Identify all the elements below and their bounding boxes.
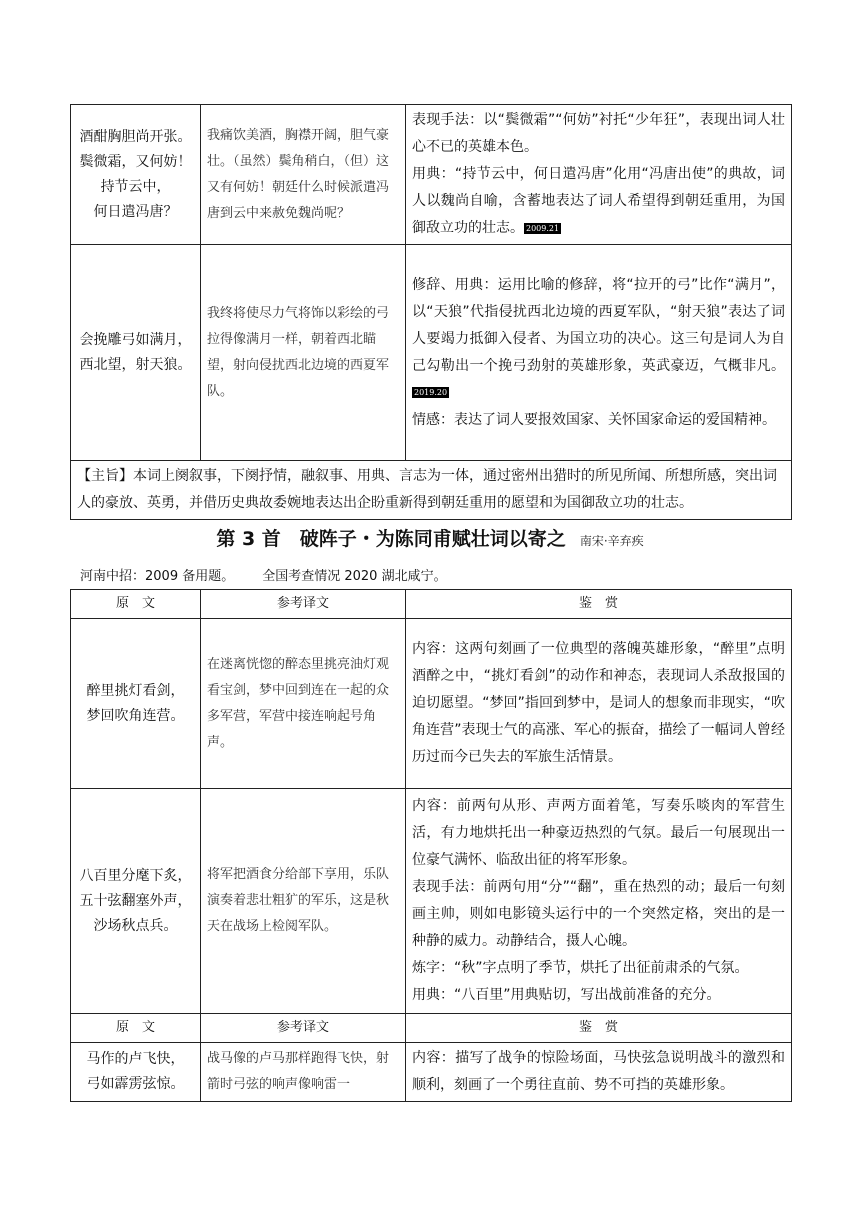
appreciation-cell [406, 789, 792, 1014]
table-row [71, 619, 792, 789]
table-header-row [71, 1014, 792, 1043]
original-line: 何日遣冯唐？ [93, 203, 178, 220]
exam-info-national: 全国考查情况 2020 湖北咸宁。 [262, 569, 447, 584]
exam-year-badge: 2019.20 [414, 388, 448, 397]
appreciation-paragraph: 炼字：“秋”字点明了季节，烘托了出征前肃杀的气氛。 [412, 960, 749, 976]
appreciation-paragraph: 内容：前两句从形、声两方面着笔，写奏乐啖肉的军营生活，有力地烘托出一种豪迈热烈的气氛。最后一句展现出一位豪气满怀、临敌出征的将军形象。 [412, 798, 785, 868]
original-line: 会挽雕弓如满月， [79, 331, 192, 348]
appreciation-paragraph: 修辞、用典：运用比喻的修辞，将“拉开的弓”比作“满月”，以“天狼”代指侵扰西北边境的西夏军队，“射天狼”表达了词人要竭力抵御入侵者、为国立功的决心。这三句是词人为自己勾勒出一个挽弓劲射的英雄形象，英武豪迈，气概非凡。2019.20 [412, 276, 785, 397]
appreciation-cell: 内容：描写了战争的惊险场面，马快弦急说明战斗的激烈和顺利，刻画了一个勇往直前、势不可挡的英雄形象。 [406, 1043, 792, 1102]
appreciation-cell [406, 245, 792, 461]
exam-info [80, 565, 447, 584]
poem-title: 第 3 首 破阵子・为陈同甫赋壮词以寄之 [216, 528, 566, 550]
translation-cell: 将军把酒食分给部下享用，乐队演奏着悲壮粗犷的军乐，这是秋天在战场上检阅军队。 [201, 789, 406, 1014]
theme-summary: 【主旨】本词上阕叙事，下阕抒情，融叙事、用典、言志为一体，通过密州出猎时的所见所闻、所想所感，突出词人的豪放、英勇，并借历史典故委婉地表达出企盼重新得到朝廷重用的愿望和为国御敌立功的壮志。 [71, 461, 792, 520]
header-appreciation: 鉴 赏 [406, 1014, 792, 1043]
exam-year-badge: 2009.21 [526, 223, 560, 233]
header-translation: 参考译文 [201, 1014, 406, 1043]
poem3-table-continued [70, 1013, 792, 1102]
appreciation-paragraph: 情感：表达了词人要报效国家、关怀国家命运的爱国精神。 [412, 411, 776, 428]
section-heading [0, 524, 860, 551]
original-line: 沙场秋点兵。 [93, 917, 178, 934]
original-line: 马作的卢飞快， [86, 1051, 185, 1067]
header-translation: 参考译文 [201, 590, 406, 619]
translation-cell: 我终将使尽力气将饰以彩绘的弓拉得像满月一样，朝着西北瞄望，射向侵扰西北边境的西夏军队。 [201, 245, 406, 461]
summary-row [71, 461, 792, 520]
header-original: 原 文 [71, 1014, 201, 1043]
original-line: 弓如霹雳弦惊。 [86, 1076, 185, 1092]
original-cell [71, 1043, 201, 1102]
original-line: 鬓微霜，又何妨！ [79, 153, 192, 170]
original-cell [71, 105, 201, 245]
translation-cell: 我痛饮美酒，胸襟开阔，胆气豪壮。（虽然）鬓角稍白，（但）这又有何妨！朝廷什么时候派遣冯唐到云中来赦免魏尚呢？ [201, 105, 406, 245]
original-line: 八百里分麾下炙， [79, 867, 192, 884]
original-line: 五十弦翻塞外声， [79, 892, 192, 909]
header-original: 原 文 [71, 590, 201, 619]
table-row [71, 245, 792, 461]
table-row [71, 1043, 792, 1102]
table-row [71, 789, 792, 1014]
table-row [71, 105, 792, 245]
poem-author: 南宋·辛弃疾 [579, 534, 644, 548]
appreciation-paragraph: 用典：“八百里”用典贴切，写出战前准备的充分。 [412, 987, 721, 1003]
header-appreciation: 鉴 赏 [406, 590, 792, 619]
appreciation-paragraph: 表现手法：前两句用“分”“翻”，重在热烈的动；最后一句刻画主帅，则如电影镜头运行中的一个突然定格，突出的是一种静的威力。动静结合，摄人心魄。 [412, 879, 785, 949]
translation-cell: 战马像的卢马那样跑得飞快，射箭时弓弦的响声像响雷一 [201, 1043, 406, 1102]
poem2-table [70, 104, 792, 520]
table-header-row [71, 590, 792, 619]
translation-cell: 在迷离恍惚的醉态里挑亮油灯观看宝剑，梦中回到连在一起的众多军营，军营中接连响起号角声。 [201, 619, 406, 789]
original-cell [71, 619, 201, 789]
poem3-table [70, 589, 792, 1014]
original-cell [71, 245, 201, 461]
original-line: 持节云中， [100, 178, 171, 195]
appreciation-paragraph: 用典：“持节云中，何日遣冯唐”化用“冯唐出使”的典故，词人以魏尚自喻，含蓄地表达了词人希望得到朝廷重用，为国御敌立功的壮志。 2009.21 [412, 166, 785, 236]
original-line: 酒酣胸胆尚开张。 [79, 128, 192, 145]
appreciation-cell [406, 105, 792, 245]
original-line: 醉里挑灯看剑， [86, 682, 185, 699]
exam-info-henan: 河南中招：2009 备用题。 [80, 569, 235, 584]
original-cell [71, 789, 201, 1014]
original-line: 西北望，射天狼。 [79, 356, 192, 373]
original-line: 梦回吹角连营。 [86, 707, 185, 724]
appreciation-paragraph: 表现手法：以“鬓微霜”“何妨”衬托“少年狂”，表现出词人壮心不已的英雄本色。 [412, 112, 785, 155]
appreciation-cell: 内容：这两句刻画了一位典型的落魄英雄形象，“醉里”点明酒醉之中，“挑灯看剑”的动作和神态，表现词人杀敌报国的迫切愿望。“梦回”指回到梦中，是词人的想象而非现实，“吹角连营”表现士气的高涨、军心的振奋，描绘了一幅词人曾经历过而今已失去的军旅生活情景。 [406, 619, 792, 789]
